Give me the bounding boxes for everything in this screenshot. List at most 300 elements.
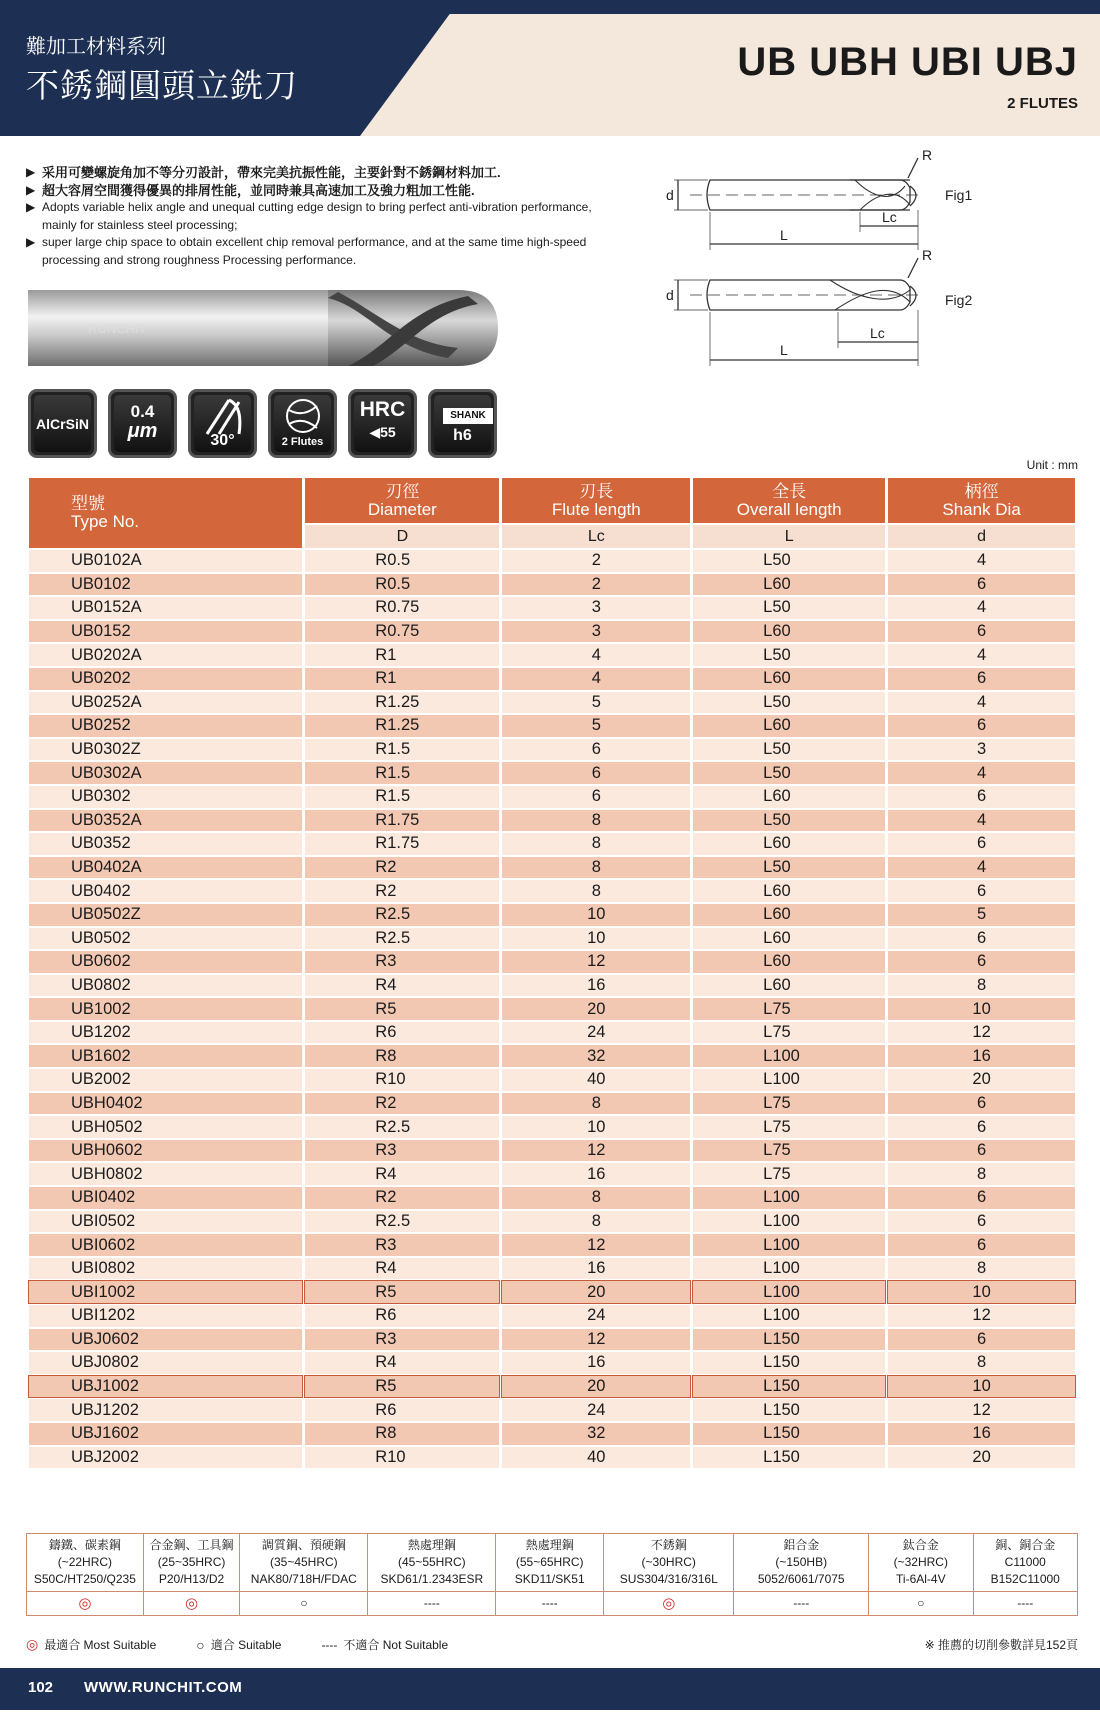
product-title: 不銹鋼圓頭立銑刀 <box>26 67 298 104</box>
flute-length-cell: 8 <box>502 833 690 855</box>
diameter-cell: R4 <box>305 1163 499 1185</box>
material-cell <box>734 1534 869 1592</box>
table-row <box>29 1305 1075 1327</box>
type-no-cell: UBJ1202 <box>29 1399 302 1421</box>
type-no-cell: UBJ2002 <box>29 1447 302 1469</box>
type-no-cell: UB0152 <box>29 621 302 643</box>
flute-length-cell: 32 <box>502 1045 690 1067</box>
flute-length-cell: 4 <box>502 668 690 690</box>
flute-length-cell: 5 <box>502 692 690 714</box>
material-name: 鈦合金 <box>902 1538 939 1552</box>
flute-length-cell: 32 <box>502 1423 690 1445</box>
type-no-cell: UBJ0602 <box>29 1329 302 1351</box>
overall-length-cell: L75 <box>693 1163 885 1185</box>
diameter-cell: R8 <box>305 1045 499 1067</box>
model-names: UB UBH UBI UBJ <box>737 40 1078 84</box>
table-row <box>29 1234 1075 1256</box>
material-grade: Ti-6Al-4V <box>896 1572 946 1586</box>
flute-length-cell: 12 <box>502 1140 690 1162</box>
flute-length-cell: 40 <box>502 1447 690 1469</box>
shank-dia-cell: 6 <box>888 951 1075 973</box>
overall-length-cell: L150 <box>693 1352 885 1374</box>
flute-length-cell: 3 <box>502 621 690 643</box>
diameter-cell: R5 <box>305 998 499 1020</box>
overall-length-cell: L100 <box>693 1281 885 1303</box>
overall-length-cell: L50 <box>693 857 885 879</box>
type-no-cell: UB0252A <box>29 692 302 714</box>
overall-length-cell: L75 <box>693 1093 885 1115</box>
flutes-badge: 2 Flutes <box>268 389 337 458</box>
material-hrc: (~30HRC) <box>641 1555 696 1569</box>
table-row <box>29 951 1075 973</box>
suitability-symbol: ---- <box>368 1592 496 1616</box>
material-grade: NAK80/718H/FDAC <box>250 1572 357 1586</box>
table-row <box>29 1116 1075 1138</box>
type-no-cell: UB0252 <box>29 715 302 737</box>
type-no-cell: UBH0502 <box>29 1116 302 1138</box>
flute-length-cell: 6 <box>502 762 690 784</box>
shank-dia-cell: 10 <box>888 998 1075 1020</box>
header-sym-shank: d <box>888 525 1075 548</box>
diameter-cell: R3 <box>305 951 499 973</box>
type-no-cell: UBI0802 <box>29 1258 302 1280</box>
overall-length-cell: L50 <box>693 739 885 761</box>
material-symbol-row <box>27 1592 1078 1616</box>
diameter-cell: R0.75 <box>305 621 499 643</box>
overall-length-cell: L60 <box>693 833 885 855</box>
overall-length-cell: L60 <box>693 975 885 997</box>
table-row <box>29 1093 1075 1115</box>
fig1-r-label: R <box>922 150 933 163</box>
shank-dia-cell: 6 <box>888 1329 1075 1351</box>
material-cell <box>869 1534 973 1592</box>
overall-length-cell: L100 <box>693 1305 885 1327</box>
material-cell <box>604 1534 734 1592</box>
diameter-cell: R1.25 <box>305 692 499 714</box>
diameter-cell: R2.5 <box>305 1211 499 1233</box>
overall-length-cell: L60 <box>693 621 885 643</box>
table-row <box>29 550 1075 572</box>
material-info-row <box>27 1534 1078 1592</box>
shank-dia-cell: 6 <box>888 1116 1075 1138</box>
material-grade: P20/H13/D2 <box>158 1572 225 1586</box>
type-no-cell: UBI1002 <box>29 1281 302 1303</box>
flute-length-cell: 4 <box>502 644 690 666</box>
shank-dia-cell: 6 <box>888 1211 1075 1233</box>
type-no-cell: UB0402A <box>29 857 302 879</box>
diameter-cell: R4 <box>305 1352 499 1374</box>
overall-length-cell: L75 <box>693 1140 885 1162</box>
flute-length-cell: 20 <box>502 1281 690 1303</box>
overall-length-cell: L60 <box>693 928 885 950</box>
feature-item: ▶ 超大容屑空間獲得優異的排屑性能，並同時兼具高速加工及強力粗加工性能. <box>26 182 475 198</box>
overall-length-cell: L150 <box>693 1423 885 1445</box>
suitability-symbol: ---- <box>973 1592 1077 1616</box>
overall-length-cell: L60 <box>693 951 885 973</box>
table-row <box>29 1376 1075 1398</box>
shank-dia-cell: 4 <box>888 692 1075 714</box>
not-suitable-icon: ---- <box>321 1637 338 1652</box>
table-row <box>29 1187 1075 1209</box>
flute-length-cell: 8 <box>502 1093 690 1115</box>
suitability-symbol: ◎ <box>604 1592 734 1616</box>
header-shank-dia: 柄徑 Shank Dia <box>888 478 1075 523</box>
fig1-caption: Fig1 <box>945 187 973 203</box>
header-sym-lc: Lc <box>502 525 690 548</box>
diameter-cell: R6 <box>305 1305 499 1327</box>
shank-dia-cell: 4 <box>888 857 1075 879</box>
type-no-cell: UB2002 <box>29 1069 302 1091</box>
overall-length-cell: L100 <box>693 1211 885 1233</box>
material-name: 鑄鐵、碳素鋼 <box>48 1538 121 1552</box>
diameter-cell: R2 <box>305 880 499 902</box>
type-no-cell: UBJ0802 <box>29 1352 302 1374</box>
fig2-d-label: d <box>666 287 674 303</box>
diameter-cell: R1 <box>305 668 499 690</box>
suitability-symbol: ◎ <box>27 1592 144 1616</box>
material-grade: SUS304/316/316L <box>619 1572 718 1586</box>
shank-dia-cell: 12 <box>888 1399 1075 1421</box>
diameter-cell: R3 <box>305 1329 499 1351</box>
header-type-no: 型號 Type No. <box>29 478 302 548</box>
table-row <box>29 1447 1075 1469</box>
table-row <box>29 786 1075 808</box>
diameter-cell: R10 <box>305 1069 499 1091</box>
feature-list <box>26 164 616 269</box>
table-row <box>29 715 1075 737</box>
header-flute-length: 刃長 Flute length <box>502 478 690 523</box>
header-sym-d: D <box>305 525 499 548</box>
diameter-cell: R5 <box>305 1376 499 1398</box>
type-no-cell: UB1602 <box>29 1045 302 1067</box>
type-no-cell: UB0352A <box>29 810 302 832</box>
shank-dia-cell: 6 <box>888 668 1075 690</box>
shank-dia-cell: 4 <box>888 550 1075 572</box>
flute-length-cell: 2 <box>502 550 690 572</box>
shank-dia-cell: 8 <box>888 975 1075 997</box>
shank-dia-cell: 12 <box>888 1305 1075 1327</box>
material-name: 不銹鋼 <box>650 1538 687 1552</box>
triangle-bullet-icon: ▶ <box>26 200 36 214</box>
triangle-bullet-icon: ▶ <box>26 165 36 179</box>
table-row <box>29 1423 1075 1445</box>
overall-length-cell: L100 <box>693 1069 885 1091</box>
flute-length-cell: 8 <box>502 1187 690 1209</box>
flute-length-cell: 20 <box>502 1376 690 1398</box>
suitability-symbol: ---- <box>496 1592 604 1616</box>
shank-dia-cell: 6 <box>888 786 1075 808</box>
table-row <box>29 644 1075 666</box>
shank-dia-cell: 6 <box>888 928 1075 950</box>
overall-length-cell: L60 <box>693 880 885 902</box>
table-row <box>29 1281 1075 1303</box>
photo-logo-text: RUNCHIT <box>88 321 147 336</box>
shank-dia-cell: 4 <box>888 644 1075 666</box>
table-row <box>29 857 1075 879</box>
fig1-l-label: L <box>780 227 788 243</box>
type-no-cell: UB1202 <box>29 1022 302 1044</box>
table-row <box>29 833 1075 855</box>
diameter-cell: R1 <box>305 644 499 666</box>
type-no-cell: UBH0402 <box>29 1093 302 1115</box>
flute-length-cell: 10 <box>502 1116 690 1138</box>
type-no-cell: UBH0602 <box>29 1140 302 1162</box>
flute-length-cell: 24 <box>502 1022 690 1044</box>
material-cell <box>496 1534 604 1592</box>
shank-dia-cell: 8 <box>888 1163 1075 1185</box>
type-no-cell: UB0102 <box>29 574 302 596</box>
shank-dia-cell: 5 <box>888 904 1075 926</box>
header-overall-length: 全長 Overall length <box>693 478 885 523</box>
overall-length-cell: L50 <box>693 762 885 784</box>
triangle-bullet-icon: ▶ <box>26 182 36 197</box>
feature-item: ▶ Adopts variable helix angle and unequal cutting edge design to bring perfect anti-vibration performance, mainly for stainless steel processing; <box>26 199 616 234</box>
material-grade: 5052/6061/7075 <box>757 1572 845 1586</box>
table-row <box>29 1163 1075 1185</box>
material-grade: SKD11/SK51 <box>514 1572 585 1586</box>
overall-length-cell: L150 <box>693 1447 885 1469</box>
material-hrc: (35~45HRC) <box>269 1555 338 1569</box>
material-cell <box>368 1534 496 1592</box>
table-row <box>29 1022 1075 1044</box>
material-name: 銅、銅合金 <box>995 1538 1056 1552</box>
shank-dia-cell: 10 <box>888 1281 1075 1303</box>
overall-length-cell: L50 <box>693 550 885 572</box>
diameter-cell: R2 <box>305 857 499 879</box>
type-no-cell: UBI0502 <box>29 1211 302 1233</box>
flute-length-cell: 24 <box>502 1399 690 1421</box>
shank-dia-cell: 4 <box>888 597 1075 619</box>
page-footer <box>0 1668 1100 1710</box>
table-row <box>29 1211 1075 1233</box>
overall-length-cell: L150 <box>693 1329 885 1351</box>
overall-length-cell: L100 <box>693 1187 885 1209</box>
diameter-cell: R1.75 <box>305 810 499 832</box>
fig2-caption: Fig2 <box>945 292 973 308</box>
type-no-cell: UB0102A <box>29 550 302 572</box>
shank-dia-cell: 6 <box>888 833 1075 855</box>
type-no-cell: UB0302Z <box>29 739 302 761</box>
helix-angle-badge: 30° <box>188 389 257 458</box>
legend-not: 不適合 Not Suitable <box>343 1638 449 1652</box>
type-no-cell: UB0302A <box>29 762 302 784</box>
diameter-cell: R3 <box>305 1140 499 1162</box>
feature-item: ▶ 采用可變螺旋角加不等分刃設計，帶來完美抗振性能，主要針對不銹鋼材料加工. <box>26 165 501 180</box>
shank-dia-cell: 20 <box>888 1069 1075 1091</box>
flute-length-cell: 40 <box>502 1069 690 1091</box>
legend <box>26 1636 1078 1653</box>
table-row <box>29 904 1075 926</box>
type-no-cell: UBI1202 <box>29 1305 302 1327</box>
table-row <box>29 1140 1075 1162</box>
material-name: 調質鋼、預硬鋼 <box>261 1538 346 1552</box>
fig2-r-label: R <box>922 247 933 263</box>
material-name: 鋁合金 <box>783 1538 820 1552</box>
feature-badges <box>28 389 497 458</box>
type-no-cell: UB0502 <box>29 928 302 950</box>
shank-dia-cell: 20 <box>888 1447 1075 1469</box>
diameter-cell: R6 <box>305 1022 499 1044</box>
type-no-cell: UB0152A <box>29 597 302 619</box>
overall-length-cell: L100 <box>693 1234 885 1256</box>
diameter-cell: R1.5 <box>305 786 499 808</box>
helix-icon <box>199 396 247 436</box>
diameter-cell: R1.25 <box>305 715 499 737</box>
table-row <box>29 975 1075 997</box>
table-row <box>29 1258 1075 1280</box>
material-hrc: (45~55HRC) <box>397 1555 466 1569</box>
shank-dia-cell: 16 <box>888 1423 1075 1445</box>
flute-length-cell: 3 <box>502 597 690 619</box>
flute-length-cell: 10 <box>502 904 690 926</box>
type-no-cell: UBJ1002 <box>29 1376 302 1398</box>
overall-length-cell: L60 <box>693 668 885 690</box>
table-row <box>29 739 1075 761</box>
overall-length-cell: L75 <box>693 1116 885 1138</box>
legend-most: 最適合 Most Suitable <box>44 1638 157 1652</box>
material-name: 熱處理鋼 <box>407 1538 456 1552</box>
material-cell <box>240 1534 368 1592</box>
material-hrc: (55~65HRC) <box>515 1555 584 1569</box>
flute-length-cell: 6 <box>502 739 690 761</box>
table-row <box>29 928 1075 950</box>
material-suitability-table <box>26 1533 1078 1616</box>
flute-length-cell: 20 <box>502 998 690 1020</box>
diameter-cell: R4 <box>305 1258 499 1280</box>
table-row <box>29 998 1075 1020</box>
suitability-symbol: ◎ <box>143 1592 240 1616</box>
suitability-symbol: ○ <box>240 1592 368 1616</box>
fig2-lc-label: Lc <box>870 325 885 341</box>
diameter-cell: R1.5 <box>305 762 499 784</box>
overall-length-cell: L50 <box>693 810 885 832</box>
diameter-cell: R3 <box>305 1234 499 1256</box>
shank-dia-cell: 6 <box>888 1187 1075 1209</box>
diameter-cell: R2.5 <box>305 904 499 926</box>
overall-length-cell: L100 <box>693 1258 885 1280</box>
type-no-cell: UB0602 <box>29 951 302 973</box>
overall-length-cell: L60 <box>693 574 885 596</box>
hrc-badge: HRC ◀55 <box>348 389 417 458</box>
flute-length-cell: 8 <box>502 810 690 832</box>
flute-length-cell: 16 <box>502 1163 690 1185</box>
shank-dia-cell: 6 <box>888 1234 1075 1256</box>
flute-length-cell: 12 <box>502 1329 690 1351</box>
flute-length-cell: 5 <box>502 715 690 737</box>
diameter-cell: R1.75 <box>305 833 499 855</box>
shank-dia-cell: 8 <box>888 1258 1075 1280</box>
table-row <box>29 1352 1075 1374</box>
spec-table-body <box>29 550 1075 1468</box>
table-row <box>29 880 1075 902</box>
material-cell <box>27 1534 144 1592</box>
material-cell <box>143 1534 240 1592</box>
overall-length-cell: L50 <box>693 597 885 619</box>
legend-suitable: 適合 Suitable <box>210 1638 282 1652</box>
overall-length-cell: L100 <box>693 1045 885 1067</box>
table-row <box>29 574 1075 596</box>
flute-length-cell: 8 <box>502 1211 690 1233</box>
type-no-cell: UB0402 <box>29 880 302 902</box>
shank-dia-cell: 6 <box>888 1093 1075 1115</box>
dimension-drawings <box>660 150 1080 410</box>
fig1-d-label: d <box>666 187 674 203</box>
overall-length-cell: L60 <box>693 715 885 737</box>
shank-dia-cell: 6 <box>888 1140 1075 1162</box>
diameter-cell: R1.5 <box>305 739 499 761</box>
diameter-cell: R6 <box>305 1399 499 1421</box>
table-row <box>29 1329 1075 1351</box>
type-no-cell: UB1002 <box>29 998 302 1020</box>
tolerance-badge: 0.4 μm <box>108 389 177 458</box>
end-mill-photo <box>28 288 498 368</box>
page-header <box>0 0 1100 136</box>
legend-note: ※ 推薦的切削參數詳見152頁 <box>924 1638 1078 1652</box>
type-no-cell: UB0202A <box>29 644 302 666</box>
website-link[interactable]: WWW.RUNCHIT.COM <box>84 1679 243 1696</box>
flute-length-cell: 16 <box>502 1258 690 1280</box>
flute-length-cell: 24 <box>502 1305 690 1327</box>
shank-dia-cell: 8 <box>888 1352 1075 1374</box>
diameter-cell: R0.5 <box>305 574 499 596</box>
material-cell <box>973 1534 1077 1592</box>
shank-dia-cell: 10 <box>888 1376 1075 1398</box>
material-grade: S50C/HT250/Q235 <box>33 1572 136 1586</box>
spec-table <box>26 476 1078 1470</box>
material-hrc: (~22HRC) <box>57 1555 113 1569</box>
flute-length-cell: 6 <box>502 786 690 808</box>
suitability-symbol: ---- <box>734 1592 869 1616</box>
flute-length-cell: 12 <box>502 1234 690 1256</box>
type-no-cell: UB0352 <box>29 833 302 855</box>
feature-item: ▶ super large chip space to obtain excellent chip removal performance, and at the same time high-speed processing and strong roughness Processing performance. <box>26 234 616 269</box>
overall-length-cell: L60 <box>693 904 885 926</box>
table-row <box>29 621 1075 643</box>
shank-dia-cell: 6 <box>888 574 1075 596</box>
type-no-cell: UBJ1602 <box>29 1423 302 1445</box>
table-row <box>29 762 1075 784</box>
header-sym-l: L <box>693 525 885 548</box>
overall-length-cell: L50 <box>693 644 885 666</box>
overall-length-cell: L150 <box>693 1376 885 1398</box>
overall-length-cell: L50 <box>693 692 885 714</box>
overall-length-cell: L75 <box>693 1022 885 1044</box>
material-hrc: C11000 <box>1004 1555 1046 1569</box>
type-no-cell: UBI0402 <box>29 1187 302 1209</box>
shank-dia-cell: 6 <box>888 880 1075 902</box>
diameter-cell: R0.75 <box>305 597 499 619</box>
material-name: 合金鋼、工具鋼 <box>149 1538 234 1552</box>
flutes-label: 2 FLUTES <box>1007 95 1078 112</box>
suitable-icon: ○ <box>196 1636 205 1653</box>
material-hrc: (~150HB) <box>775 1555 828 1569</box>
header-diameter: 刃徑 Diameter <box>305 478 499 523</box>
flute-length-cell: 10 <box>502 928 690 950</box>
page-number: 102 <box>28 1679 54 1696</box>
table-row <box>29 597 1075 619</box>
coating-badge: AlCrSiN <box>28 389 97 458</box>
diameter-cell: R2 <box>305 1187 499 1209</box>
material-hrc: (25~35HRC) <box>157 1555 226 1569</box>
shank-dia-cell: 4 <box>888 762 1075 784</box>
series-title: 難加工材料系列 <box>26 36 166 58</box>
type-no-cell: UB0802 <box>29 975 302 997</box>
shank-dia-cell: 16 <box>888 1045 1075 1067</box>
diameter-cell: R2.5 <box>305 1116 499 1138</box>
shank-badge: SHANK h6 <box>428 389 497 458</box>
shank-dia-cell: 3 <box>888 739 1075 761</box>
flute-length-cell: 8 <box>502 857 690 879</box>
